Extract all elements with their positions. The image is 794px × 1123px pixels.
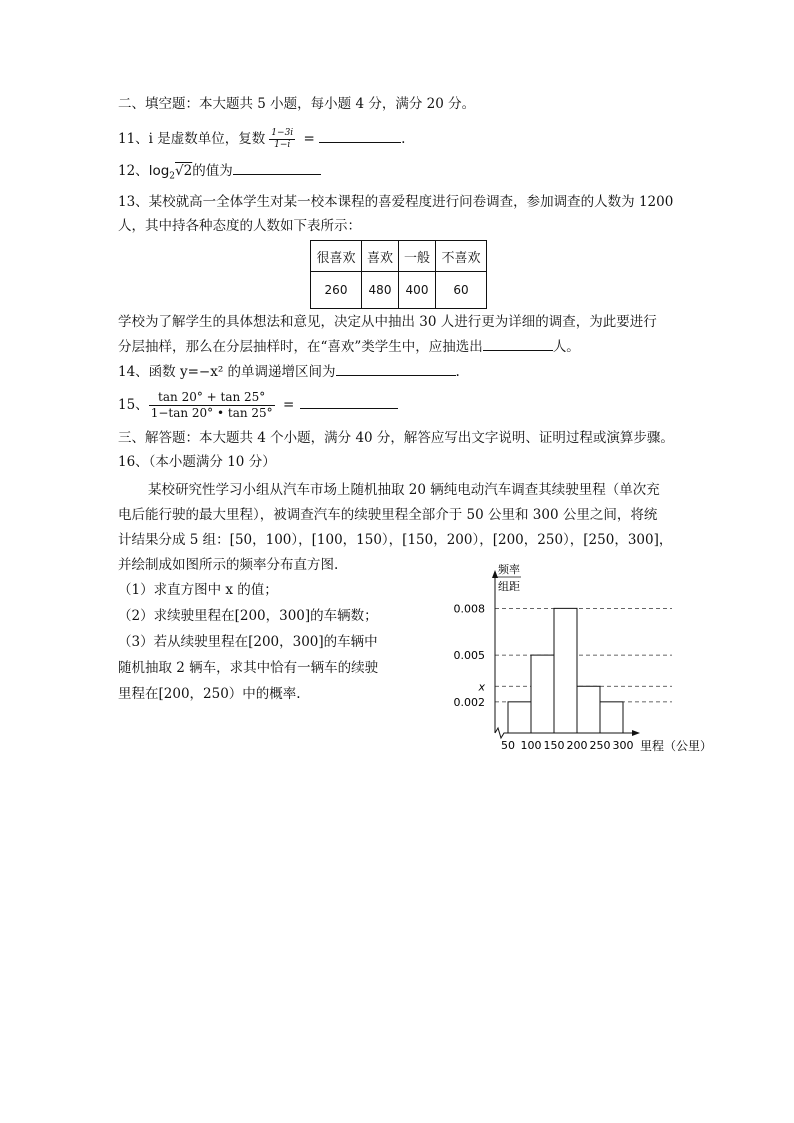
q15-answer-blank[interactable] (300, 394, 398, 409)
attitude-table (310, 240, 487, 309)
question-12 (118, 160, 321, 187)
q15-denominator: 1−tan 20° • tan 25° (150, 406, 273, 420)
q16-sub3-line2: 随机抽取 2 辆车，求其中恰有一辆车的续驶 (118, 660, 379, 676)
q11-denominator: 1−i (269, 139, 295, 151)
q13-line4-text: 分层抽样，那么在分层抽样时，在“喜欢”类学生中，应抽选出 (118, 339, 483, 355)
q16-sub1: （1）求直方图中 x 的值； (118, 582, 278, 598)
y-axis-label-top: 频率 (498, 563, 520, 576)
y-tick-label: 0.008 (453, 602, 485, 616)
x-axis-arrow-icon (632, 730, 640, 736)
q11-numerator: 1−3i (271, 128, 294, 138)
y-axis-label-bottom: 组距 (498, 580, 520, 593)
q13-line1: 13、某校就高一全体学生对某一校本课程的喜爱程度进行问卷调查，参加调查的人数为 1200 (118, 194, 674, 210)
question-14 (118, 361, 460, 382)
q14-text: 14、函数 y=−x² 的单调递增区间为 (118, 364, 336, 380)
q13-line4-end: 人。 (552, 339, 580, 355)
x-tick-label: 300 (612, 739, 634, 752)
q16-para-line2: 电后能行驶的最大里程），被调查汽车的续驶里程全部介于 50 公里和 300 公里之间，将统 (118, 507, 658, 523)
table-header-cell: 不喜欢 (436, 241, 487, 272)
q13-answer-blank[interactable] (483, 336, 553, 351)
q15-equals: = (278, 397, 295, 413)
histogram-bar (600, 702, 623, 733)
q15-prefix: 15、 (118, 397, 149, 413)
x-tick-label: 200 (566, 739, 588, 752)
histogram-bars (508, 608, 623, 733)
x-tick-label: 100 (520, 739, 542, 752)
q16-title: 16、（本小题满分 10 分） (118, 454, 276, 470)
table-header-cell: 喜欢 (362, 241, 399, 272)
section2-header: 二、填空题：本大题共 5 小题，每小题 4 分，满分 20 分。 (118, 96, 476, 112)
x-tick-label: 250 (589, 739, 611, 752)
q11-equals: = (299, 131, 320, 147)
table-header-cell: 很喜欢 (311, 241, 362, 272)
q12-log-base: 2 (169, 171, 176, 182)
table-header-row (311, 241, 487, 272)
table-value-cell: 260 (311, 272, 362, 309)
question-11 (118, 128, 405, 151)
q16-sub3-line3: 里程在[200，250）中的概率. (118, 686, 301, 702)
q12-sqrt: √2 (175, 163, 193, 179)
histogram-bar (577, 686, 600, 733)
table-value-cell: 400 (399, 272, 436, 309)
q12-log: log (148, 163, 170, 179)
table-value-cell: 480 (362, 272, 399, 309)
x-axis-label: 里程（公里） (640, 739, 713, 753)
q16-sub2: （2）求续驶里程在[200，300]的车辆数； (118, 608, 378, 624)
q15-fraction (149, 390, 275, 421)
histogram-bar (531, 655, 554, 733)
section3-header: 三、解答题：本大题共 4 个小题，满分 40 分，解答应写出文字说明、证明过程或演算步骤。 (118, 430, 674, 446)
q14-end: . (455, 364, 460, 380)
q15-numerator: tan 20° + tan 25° (158, 390, 266, 404)
q11-prefix: 11、i 是虚数单位，复数 (118, 131, 266, 147)
table-value-cell: 60 (436, 272, 487, 309)
frequency-histogram (440, 550, 740, 770)
q12-prefix: 12、 (118, 163, 149, 179)
y-tick-label: 0.002 (453, 695, 485, 709)
q11-fraction (269, 128, 295, 151)
histogram-bar (554, 608, 577, 733)
q16-sub3-line1: （3）若从续驶里程在[200，300]的车辆中 (118, 634, 378, 650)
x-tick-label: 150 (543, 739, 565, 752)
y-tick-labels (454, 602, 486, 708)
q16-para-line1: 某校研究性学习小组从汽车市场上随机抽取 20 辆纯电动汽车调查其续驶里程（单次充 (148, 482, 660, 498)
question-15 (118, 386, 398, 424)
x-tick-labels (501, 739, 634, 752)
table-value-row (311, 272, 487, 309)
q13-line2: 人，其中持各种态度的人数如下表所示： (118, 218, 361, 234)
q11-answer-blank[interactable] (319, 128, 401, 143)
q11-end: . (401, 131, 406, 147)
q14-answer-blank[interactable] (336, 361, 456, 376)
table-header-cell: 一般 (399, 241, 436, 272)
q16-para-line4: 并绘制成如图所示的频率分布直方图. (118, 557, 339, 573)
q13-line3: 学校为了解学生的具体想法和意见，决定从中抽出 30 人进行更为详细的调查，为此要进行 (118, 314, 657, 330)
y-tick-label: x (478, 680, 485, 694)
x-tick-label: 50 (501, 739, 515, 752)
histogram-bar (508, 702, 531, 733)
q13-line4 (118, 336, 580, 357)
q16-para-line3: 计结果分成 5 组：[50，100），[100，150），[150，200），[200，250），[250，300]， (118, 532, 673, 548)
q12-suffix: 的值为 (192, 163, 233, 179)
q12-answer-blank[interactable] (233, 160, 321, 175)
y-tick-label: 0.005 (453, 649, 485, 663)
